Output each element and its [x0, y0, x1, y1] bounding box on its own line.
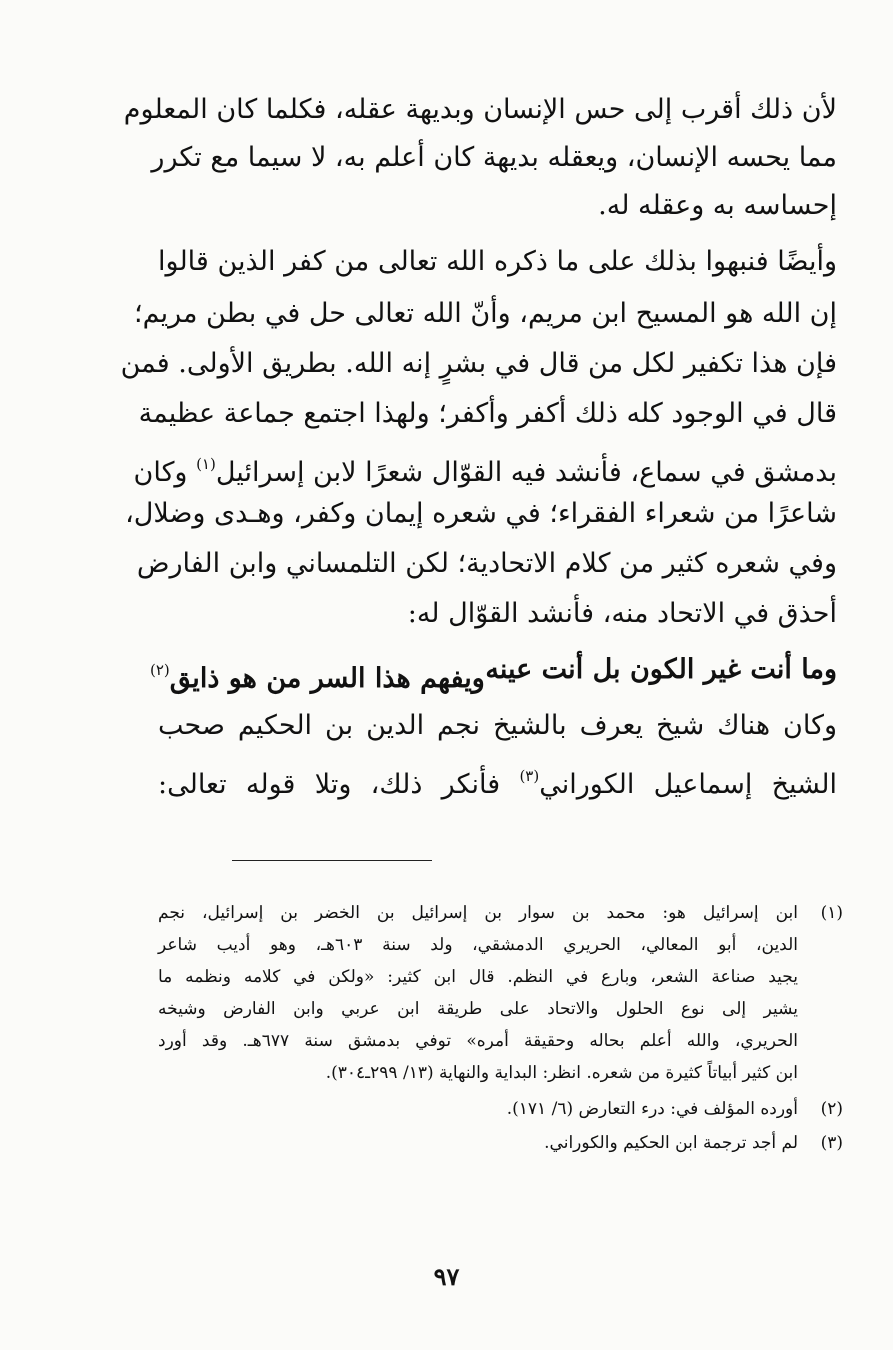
footnote-3-text: لم أجد ترجمة ابن الحكيم والكوراني. — [544, 1133, 798, 1153]
footnote-separator — [232, 860, 432, 861]
verse-second-text: ويفهم هذا السر من هو ذايق — [169, 663, 485, 694]
body-line-8 — [133, 442, 837, 488]
body-line-11: أحذق في الاتحاد منه، فأنشد القوّال له: — [407, 598, 837, 629]
footnote-1-text: الحريري، والله أعلم بحاله وحقيقة أمره» توفي بدمشق سنة ٦٧٧هـ. وقد أورد — [158, 1031, 798, 1051]
body-line-12: وكان هناك شيخ يعرف بالشيخ نجم الدين بن الحكيم صحب — [158, 710, 837, 741]
footnote-1-number: (١) — [820, 903, 843, 923]
body-line-8-end: وكان — [133, 457, 188, 488]
poetry-verse — [150, 648, 837, 692]
body-line-13-start: الشيخ إسماعيل الكوراني — [539, 769, 837, 800]
footnote-1-text: ابن إسرائيل هو: محمد بن سوار بن إسرائيل بن الخضر بن إسرائيل، نجم — [158, 903, 798, 923]
footnote-2 — [158, 1094, 843, 1124]
footnote-1-line-2 — [158, 930, 843, 960]
footnote-ref-1[interactable]: (١) — [196, 455, 216, 473]
footnote-1-line-1 — [158, 898, 843, 928]
footnote-1-text: الدين، أبو المعالي، الحريري الدمشقي، ولد سنة ٦٠٣هـ، وهو أديب شاعر — [158, 935, 798, 955]
footnote-1-line-5 — [158, 1026, 843, 1056]
page-number: ٩٧ — [433, 1262, 460, 1291]
body-line-9: شاعرًا من شعراء الفقراء؛ في شعره إيمان وكفر، وهـدى وضلال، — [125, 498, 837, 529]
body-line-2: مما يحسه الإنسان، ويعقله بديهة كان أعلم به، لا سيما مع تكرر — [151, 142, 837, 173]
footnote-1-line-4 — [158, 994, 843, 1024]
footnote-1-line-6 — [158, 1058, 843, 1088]
body-line-4: وأيضًا فنبهوا بذلك على ما ذكره الله تعالى من كفر الذين قالوا — [158, 246, 837, 277]
footnote-1-text: يشير إلى نوع الحلول والاتحاد على طريقة ابن عربي وابن الفارض وشيخه — [158, 999, 798, 1019]
footnote-1-text: ابن كثير أبياتاً كثيرة من شعره. انظر: البداية والنهاية (١٣/ ٢٩٩ـ٣٠٤). — [325, 1063, 798, 1083]
body-line-13 — [158, 754, 837, 798]
footnote-2-text: أورده المؤلف في: درء التعارض (٦/ ١٧١). — [506, 1099, 798, 1119]
footnote-3-number: (٣) — [820, 1133, 843, 1153]
footnote-2-number: (٢) — [820, 1099, 843, 1119]
body-line-6: فإن هذا تكفير لكل من قال في بشرٍ إنه الله. بطريق الأولى. فمن — [120, 348, 837, 379]
body-line-5: إن الله هو المسيح ابن مريم، وأنّ الله تعالى حل في بطن مريم؛ — [134, 298, 837, 329]
footnote-1-line-3 — [158, 962, 843, 992]
body-line-13-end: فأنكر ذلك، وتلا قوله تعالى: — [158, 769, 501, 800]
body-line-10: وفي شعره كثير من كلام الاتحادية؛ لكن التلمساني وابن الفارض — [136, 548, 837, 579]
footnote-ref-3[interactable]: (٣) — [519, 767, 540, 785]
body-line-7: قال في الوجود كله ذلك أكفر وأكفر؛ ولهذا اجتمع جماعة عظيمة — [138, 398, 837, 429]
body-line-3: إحساسه به وعقله له. — [598, 190, 837, 221]
footnote-ref-2[interactable]: (٢) — [150, 661, 170, 679]
footnote-3 — [158, 1128, 843, 1158]
verse-first-hemistich: وما أنت غير الكون بل أنت عينه — [485, 654, 837, 685]
body-line-8-start: بدمشق في سماع، فأنشد فيه القوّال شعرًا لابن إسرائيل — [215, 457, 837, 488]
body-line-1: لأن ذلك أقرب إلى حس الإنسان وبديهة عقله، فكلما كان المعلوم — [123, 94, 837, 125]
verse-second-hemistich — [150, 648, 485, 701]
footnote-1-text: يجيد صناعة الشعر، وبارع في النظم. قال ابن كثير: «ولكن في كلامه ونظمه ما — [158, 967, 798, 987]
